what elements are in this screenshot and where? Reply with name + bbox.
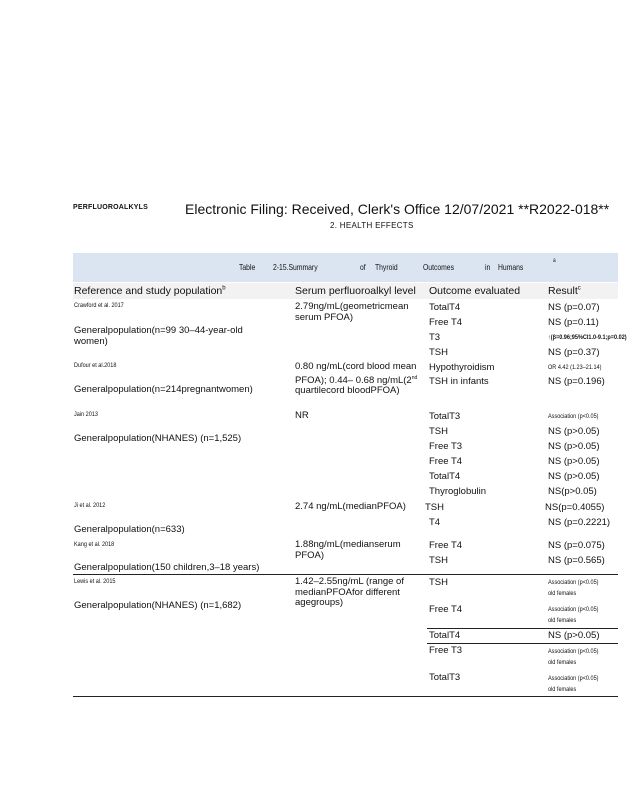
reference-jain: Jain 2013 <box>74 411 98 418</box>
outcome-item: TSH <box>425 502 444 513</box>
table-title-word: Table <box>239 262 256 272</box>
col-header-outcome: Outcome evaluated <box>429 285 521 297</box>
reference-lewis: Lewis et al. 2015 <box>74 578 116 585</box>
reference-kang: Kang et al. 2018 <box>74 541 115 548</box>
result-item: Association (p<0.05) old females <box>548 675 599 693</box>
outcome-item: Free T4 <box>429 540 463 551</box>
outcome-item: Free T3 <box>429 441 463 452</box>
population-ji: Generalpopulation(n=633) <box>74 524 185 535</box>
outcome-item: TSH <box>429 577 448 588</box>
result-item: NS (p>0.05) <box>548 456 600 467</box>
outcome-item: Free T4 <box>429 456 463 467</box>
result-item: OR 4.42 (1.23–21.14) <box>548 364 602 371</box>
running-header-left: PERFLUOROALKYLS <box>73 204 148 211</box>
population-crawford: Generalpopulation(n=99 30–44-year-old women) <box>74 325 243 347</box>
result-item: NS (p=0.196) <box>548 376 605 387</box>
result-item: NS (p>0.05) <box>548 630 600 641</box>
row-divider <box>427 643 618 644</box>
outcome-item: T4 <box>429 517 441 528</box>
outcome-item: TSH <box>429 426 448 437</box>
col-header-serum: Serum perfluoroalkyl level <box>295 285 416 297</box>
result-item: NS (p=0.2221) <box>548 517 611 528</box>
filing-stamp: Electronic Filing: Received, Clerk's Office 12/07/2021 **R2022-018** <box>185 201 610 217</box>
outcome-item: T3 <box>429 332 441 343</box>
table-title-word: of <box>360 262 366 272</box>
outcome-item: TSH in infants <box>429 376 489 387</box>
result-item: Association (p<0.05) old females <box>548 579 599 597</box>
col-header-result: Result$^c$ <box>548 285 581 297</box>
outcome-item: TotalT3 <box>429 411 461 422</box>
table-title-word: Thyroid <box>375 262 398 272</box>
serum-lewis: 1.42–2.55ng/mL (range of medianPFOAfor different agegroups) <box>295 576 404 608</box>
result-item: Association (p<0.05) old females <box>548 606 599 624</box>
table-title-bar <box>73 253 618 282</box>
population-dufour: Generalpopulation(n=214pregnantwomen) <box>74 384 253 395</box>
outcome-item: TSH <box>429 555 448 566</box>
result-item: Association (p<0.05) <box>548 413 599 420</box>
result-item: Association (p<0.05) old females <box>548 648 599 666</box>
reference-crawford: Crawford et al. 2017 <box>74 302 124 309</box>
reference-dufour: Dufour et al.2018 <box>74 362 117 369</box>
result-item: NS (p>0.05) <box>548 471 600 482</box>
row-divider <box>427 628 618 629</box>
table-title-word: in <box>485 262 491 272</box>
outcome-item: Hypothyroidism <box>429 362 495 373</box>
outcome-item: Free T4 <box>429 604 463 615</box>
result-item: NS(p>0.05) <box>548 486 597 497</box>
result-item: NS (p=0.37) <box>548 347 600 358</box>
result-item: NS (p>0.05) <box>548 426 600 437</box>
outcome-item: TSH <box>429 347 448 358</box>
outcome-item: TotalT4 <box>429 471 461 482</box>
result-item: NS(p=0.4055) <box>545 502 605 513</box>
table-title-word: Humans <box>498 262 524 272</box>
outcome-item: TotalT4 <box>429 630 461 641</box>
outcome-item: TotalT3 <box>429 672 461 683</box>
result-item: NS (p>0.05) <box>548 441 600 452</box>
table-title-word: 2-15.Summary <box>273 262 318 272</box>
col-header-reference: Reference and study population$^b$ <box>74 285 226 297</box>
serum-crawford: 2.79ng/mL(geometricmean serum PFOA) <box>295 301 409 323</box>
section-header: 2. HEALTH EFFECTS <box>330 221 414 230</box>
outcome-item: Free T3 <box>429 645 463 656</box>
serum-kang: 1.88ng/mL(medianserum PFOA) <box>295 539 401 561</box>
result-item: NS (p=0.11) <box>548 317 599 328</box>
result-item: ↑(β=0.96;95%CI1.0-9.1;p=0.02) <box>548 334 627 341</box>
table-bottom-rule <box>73 696 618 697</box>
outcome-item: Free T4 <box>429 317 463 328</box>
result-item: NS (p=0.07) <box>548 302 600 313</box>
population-jain: Generalpopulation(NHANES) (n=1,525) <box>74 433 242 444</box>
population-lewis: Generalpopulation(NHANES) (n=1,682) <box>74 600 242 611</box>
result-item: NS (p=0.075) <box>548 540 605 551</box>
population-kang: Generalpopulation(150 children,3–18 years) <box>74 562 260 573</box>
outcome-item: Thyroglobulin <box>429 486 487 497</box>
result-item: NS (p=0.565) <box>548 555 605 566</box>
table-title-word: Outcomes <box>423 262 454 272</box>
serum-dufour: 0.80 ng/mL(cord blood mean PFOA); 0.44– 0.68 ng/mL(2nd quartilecord bloodPFOA) <box>295 361 418 397</box>
reference-ji: Ji et al. 2012 <box>74 502 106 509</box>
outcome-item: TotalT4 <box>429 302 461 313</box>
table-title-footnote: a <box>553 258 556 264</box>
serum-ji: 2.74 ng/mL(medianPFOA) <box>295 501 406 512</box>
serum-jain: NR <box>295 410 309 421</box>
row-divider <box>73 574 618 575</box>
